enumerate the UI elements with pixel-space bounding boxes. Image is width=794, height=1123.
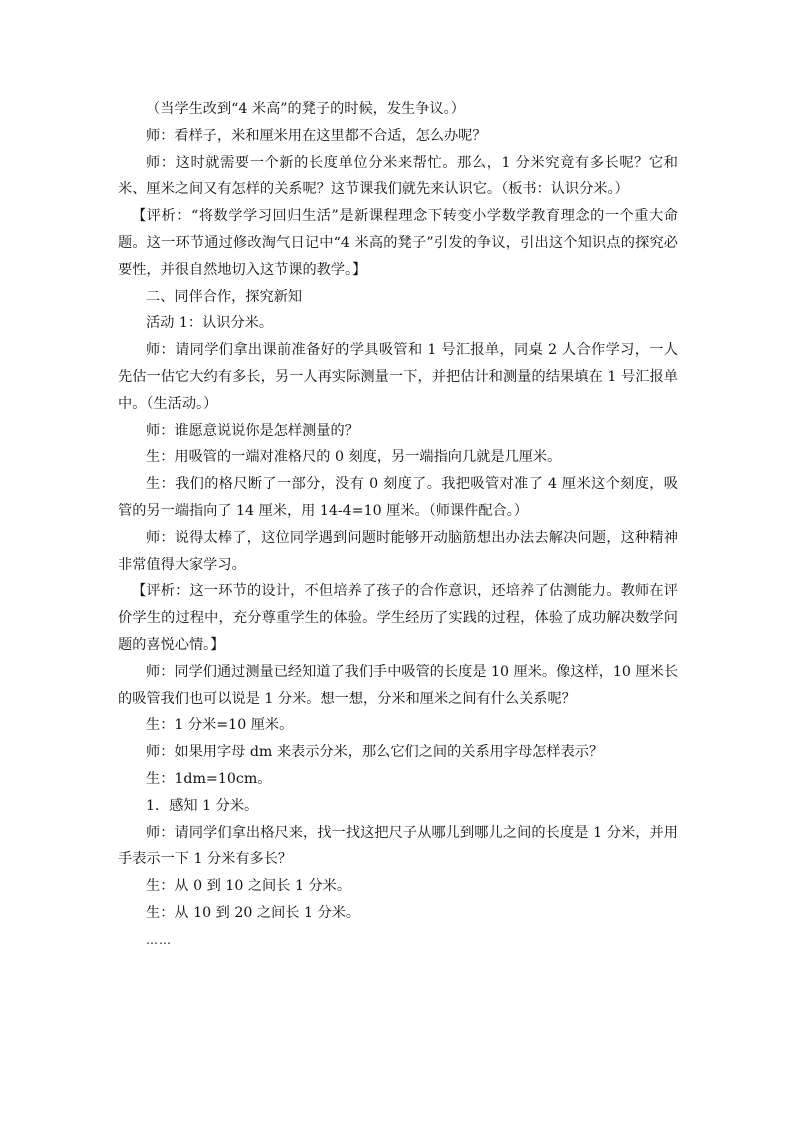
paragraph-teacher-question: 师：看样子，米和厘米用在这里都不合适，怎么办呢？ — [146, 127, 487, 144]
section-heading: 二、同伴合作，探究新知 — [146, 288, 303, 305]
paragraph-student-equation: 生：1 分米=10 厘米。 — [146, 717, 294, 734]
paragraph-commentary-1: 【评析：“将数学学习回归生活”是新课程理念下转变小学数学教育理念的一个重大命题。这一环节通过修改淘气日记中“4 米高的凳子”引发的争议，引出这个知识点的探究必要性，并很自然地切入这节课的教学。】 — [118, 208, 678, 278]
paragraph-teacher-relation: 师：同学们通过测量已经知道了我们手中吸管的长度是 10 厘米。像这样，10 厘米长的吸管我们也可以说是 1 分米。想一想，分米和厘米之间有什么关系呢？ — [118, 663, 679, 707]
paragraph-teacher-activity: 师：请同学们拿出课前准备好的学具吸管和 1 号汇报单，同桌 2 人合作学习，一人先估一估它大约有多长，另一人再实际测量一下，并把估计和测量的结果填在 1 号汇报单中。（生活动。） — [118, 342, 678, 412]
paragraph-student-letter: 生：1dm=10cm。 — [146, 770, 272, 787]
paragraph-student-range-2: 生：从 10 到 20 之间长 1 分米。 — [146, 904, 361, 921]
paragraph-student-answer-2: 生：我们的格尺断了一部分，没有 0 刻度了。我把吸管对准了 4 厘米这个刻度，吸管的另一端指向了 14 厘米，用 14-4=10 厘米。（师课件配合。） — [118, 476, 678, 519]
paragraph-teacher-ask: 师：谁愿意说说你是怎样测量的？ — [146, 422, 359, 439]
paragraph-stage-direction: （当学生改到“4 米高”的凳子的时候，发生争议。） — [146, 101, 465, 117]
paragraph-student-answer-1: 生：用吸管的一端对准格尺的 0 刻度，另一端指向几就是几厘米。 — [146, 449, 562, 466]
document-page — [118, 96, 678, 954]
paragraph-student-range-1: 生：从 0 到 10 之间长 1 分米。 — [146, 878, 352, 895]
activity-heading: 活动 1：认识分米。 — [146, 315, 274, 332]
paragraph-teacher-ruler: 师：请同学们拿出格尺来，找一找这把尺子从哪儿到哪儿之间的长度是 1 分米，并用手表示一下 1 分米有多长？ — [118, 824, 678, 868]
subheading-perceive: 1．感知 1 分米。 — [146, 797, 259, 814]
paragraph-teacher-letter: 师：如果用字母 dm 来表示分米，那么它们之间的关系用字母怎样表示？ — [146, 744, 604, 761]
ellipsis: …… — [146, 932, 172, 947]
paragraph-commentary-2: 【评析：这一环节的设计，不但培养了孩子的合作意识，还培养了估测能力。教师在评价学生的过程中，充分尊重学生的体验。学生经历了实践的过程，体验了成功解决数学问题的喜悦心情。】 — [118, 583, 678, 653]
paragraph-teacher-praise: 师：说得太棒了，这位同学遇到问题时能够开动脑筋想出办法去解决问题，这种精神非常值得大家学习。 — [118, 529, 678, 573]
paragraph-teacher-intro: 师：这时就需要一个新的长度单位分米来帮忙。那么，1 分米究竟有多长呢？它和米、厘米之间又有怎样的关系呢？这节课我们就先来认识它。（板书：认识分米。） — [118, 154, 678, 198]
